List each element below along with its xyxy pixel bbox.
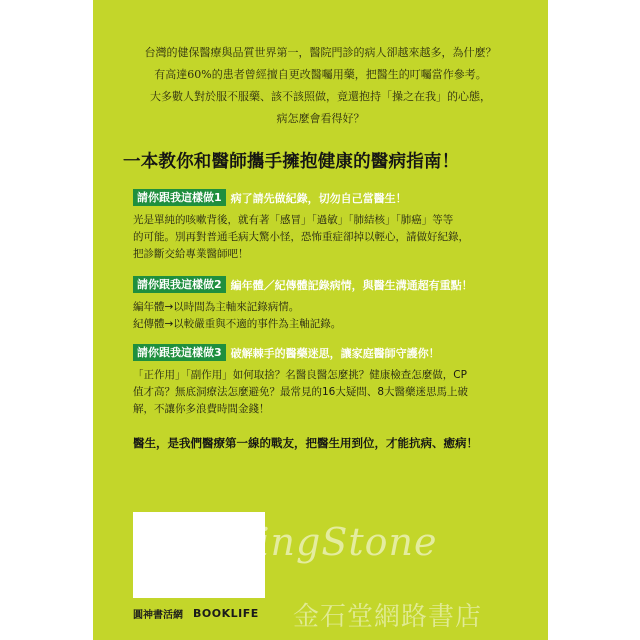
body-line: 光是單純的咳嗽背後，就有著「感冒」「過敏」「肺結核」「肺癌」等等 [133,214,454,226]
section-body [133,212,523,263]
intro-line: 有高達60%的患者曾經擅自更改醫囑用藥，把醫生的叮囑當作參考。 [154,68,487,81]
section-subtitle: 病了請先做紀錄，切勿自己當醫生！ [230,191,407,205]
section-header [133,276,523,293]
section-subtitle: 編年體／紀傳體記錄病情，與醫生溝通超有重點！ [230,278,473,292]
body-line: 「正作用」「副作用」如何取捨？名醫良醫怎麼挑？健康檢查怎麼做，CP [133,369,467,381]
closing-statement: 醫生，是我們醫療第一線的戰友，把醫生用到位，才能抗病、癒病！ [133,436,478,450]
section-header [133,344,523,361]
body-line: 的可能。別再對普通毛病大驚小怪，恐怖重症卻掉以輕心，請做好紀錄， [133,231,469,243]
section-tag: 請你跟我這樣做2 [133,276,226,293]
section-tag: 請你跟我這樣做1 [133,189,226,206]
intro-line: 大多數人對於服不服藥、該不該照做，竟還抱持「操之在我」的心態， [150,90,491,103]
intro-paragraph [93,42,548,130]
section-header [133,189,523,206]
body-line: 把診斷交給專業醫師吧！ [133,248,249,260]
publisher-name: 圓神書活網 [133,610,183,621]
body-line: 解，不讓你多浪費時間金錢！ [133,403,270,415]
section-1 [133,189,523,263]
section-tag: 請你跟我這樣做3 [133,344,226,361]
intro-line: 病怎麼會看得好？ [276,112,365,125]
section-body [133,367,523,418]
section-3 [133,344,523,418]
headline: 一本教你和醫師攜手擁抱健康的醫病指南！ [123,152,460,172]
section-body [133,299,523,333]
back-cover [93,0,548,640]
section-2 [133,276,523,333]
intro-line: 台灣的健保醫療與品質世界第一，醫院門診的病人卻越來越多，為什麼？ [144,46,497,59]
body-line: 值才高？無底洞療法怎麼避免？最常見的16大疑問、8大醫藥迷思馬上破 [133,386,469,398]
section-subtitle: 破解棘手的醫藥迷思，讓家庭醫師守護你！ [230,346,440,360]
publisher-brand: BOOKLIFE [193,607,259,620]
watermark-cjk: 金石堂網路書店 [293,602,483,632]
publisher-logo [133,606,259,621]
body-line: 編年體→以時間為主軸來記錄病情。 [133,301,300,313]
body-line: 紀傳體→以較嚴重與不適的事件為主軸記錄。 [133,318,342,330]
watermark-latin: KingStone [228,520,438,564]
